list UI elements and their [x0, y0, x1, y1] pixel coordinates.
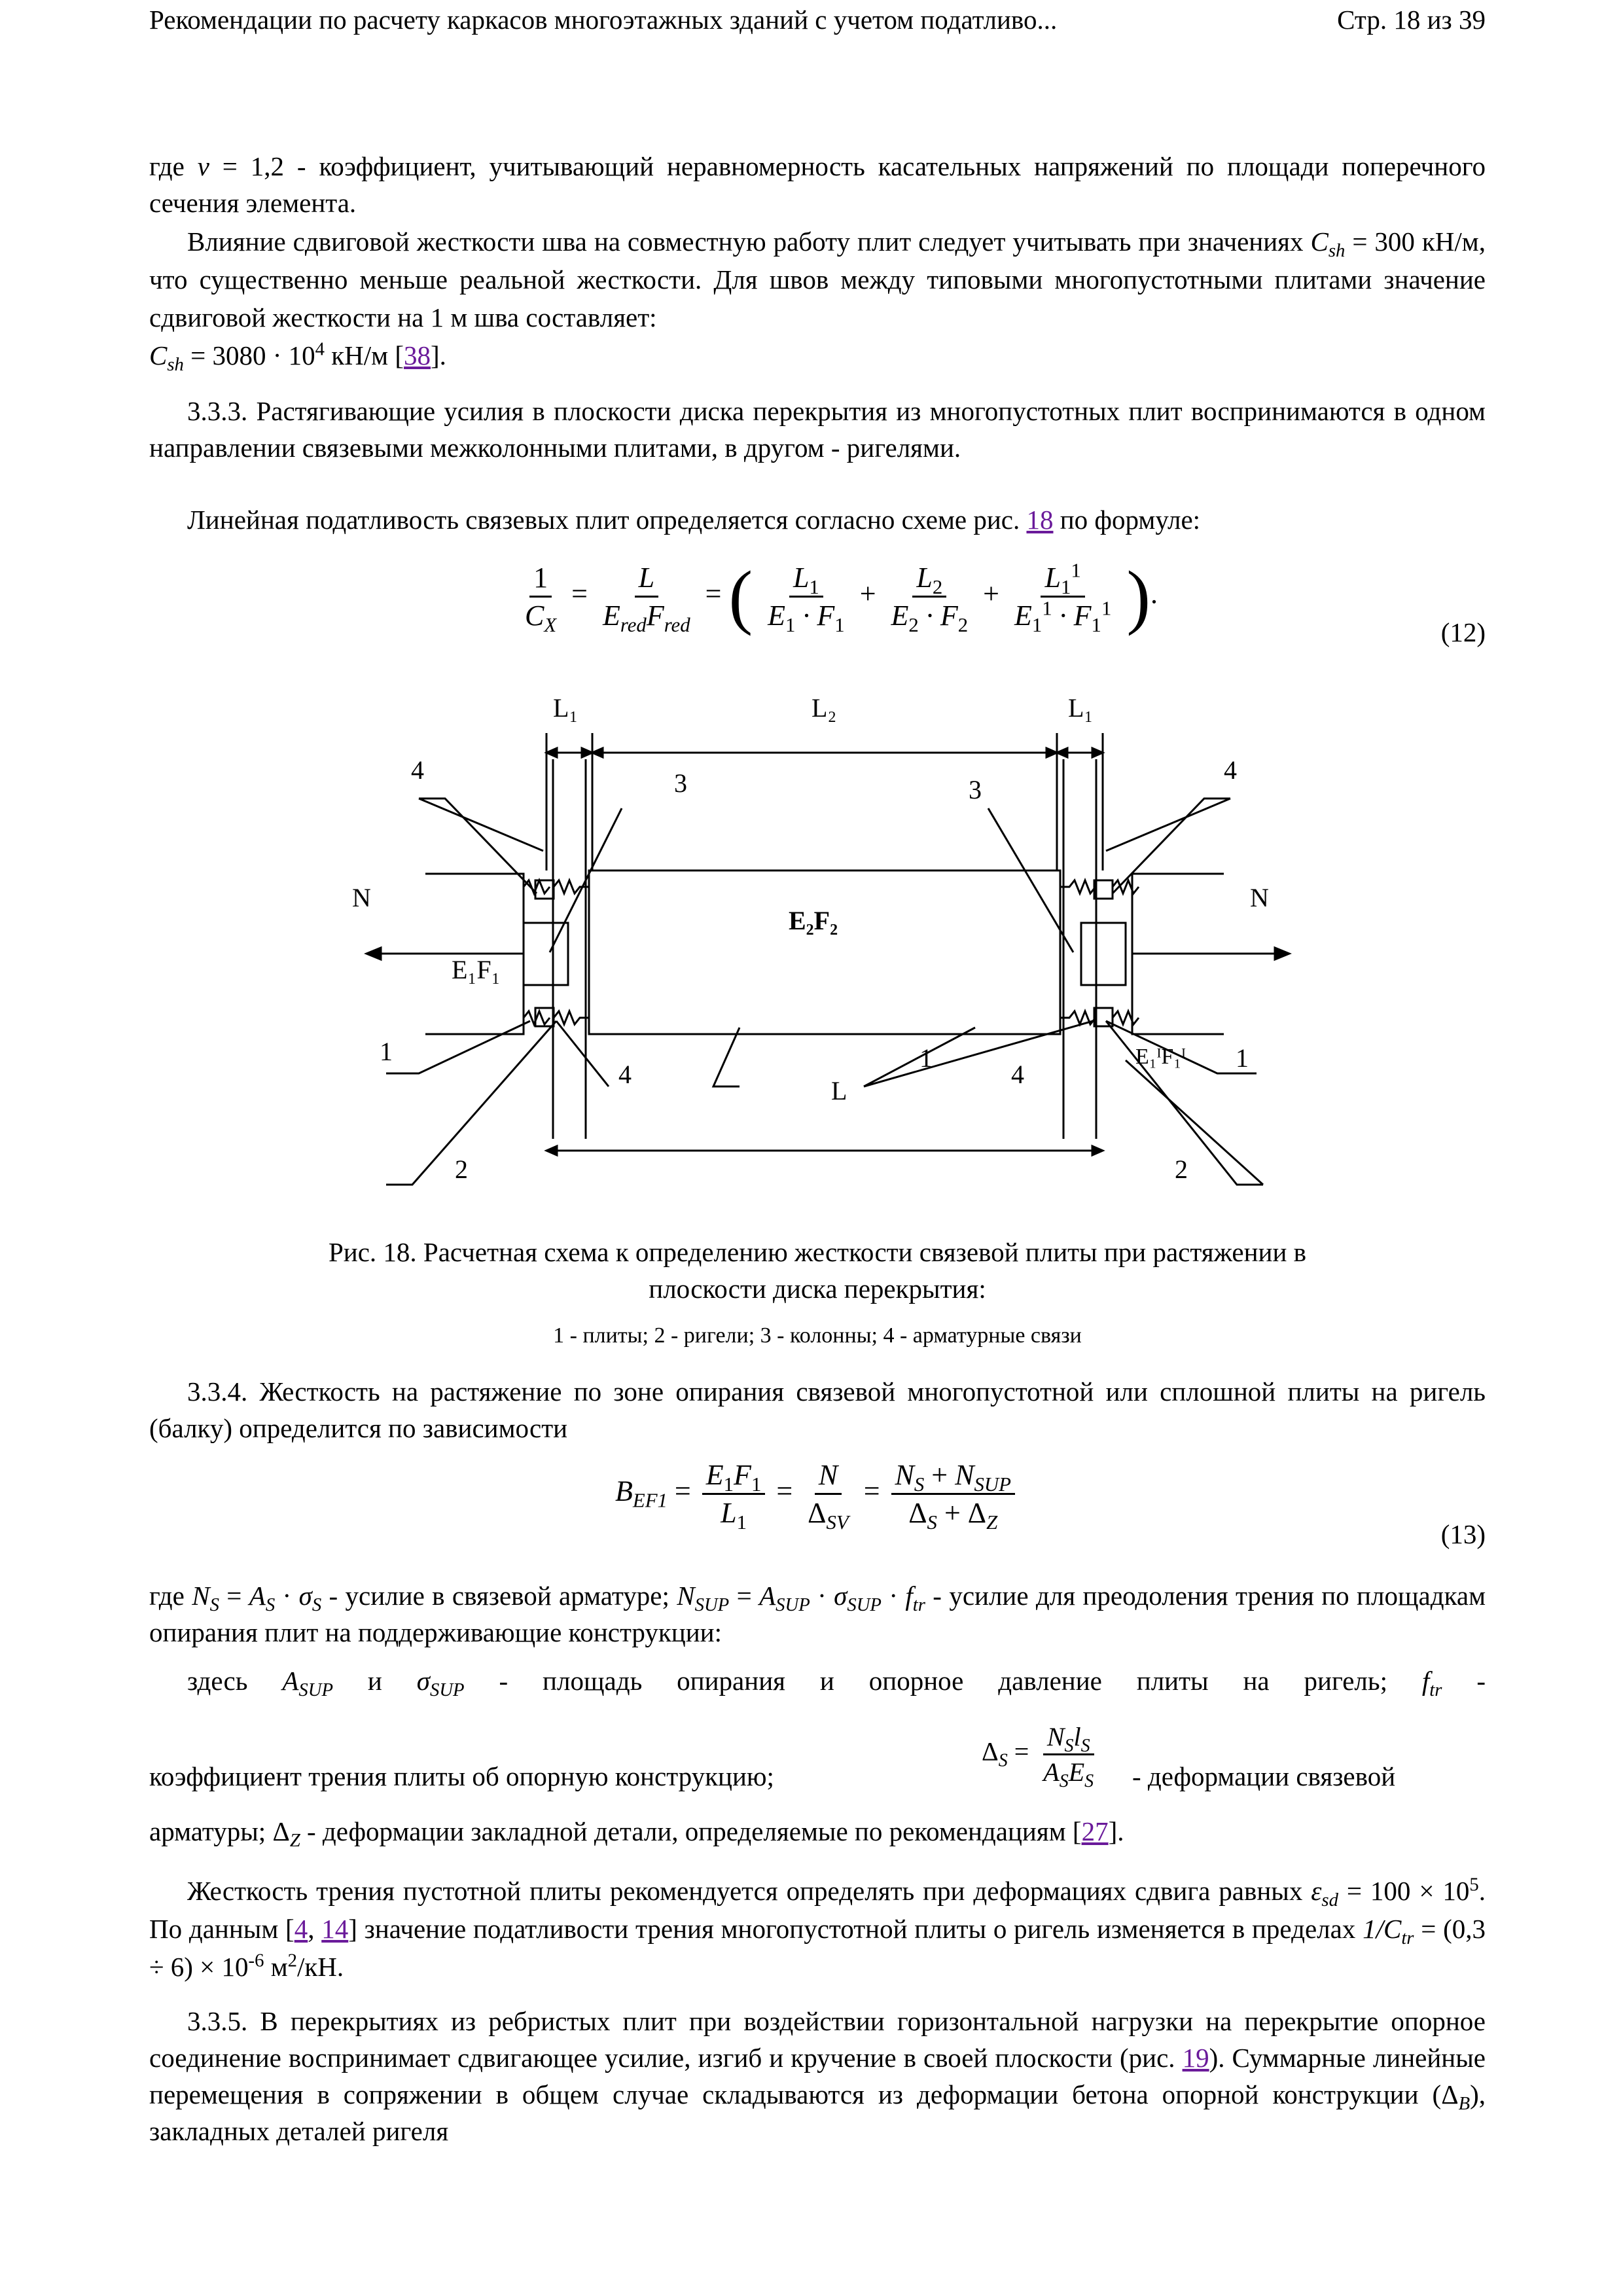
label-L2: L₂: [812, 693, 837, 723]
paragraph-5: 3.3.4. Жесткость на растяжение по зоне опирания связевой многопустотной или сплошной плиты на ригель (балку) определится по зависимости: [149, 1376, 1486, 1443]
slab-center: [589, 870, 1060, 1034]
label-L: L: [831, 1076, 847, 1105]
ref-fig-19-link[interactable]: 19: [1182, 2043, 1209, 2073]
label-4-bottom-right: 4: [1011, 1060, 1024, 1089]
label-2-left: 2: [455, 1155, 468, 1184]
paragraph-2: Влияние сдвиговой жесткости шва на совместную работу плит следует учитывать при значениях $C_{sh} = 300$ кН/м, что существенно меньше реальной жесткости. Для швов между типовыми многопустотными плитами значение сдвиговой жесткости на 1 м шва составляет: $C_{sh} = 3080 \cdot 10^4$ кН/м [38].: [149, 226, 1486, 376]
page-counter: Стр. 18 из 39: [1337, 5, 1486, 35]
beam-right: [1081, 923, 1126, 985]
page-header: [149, 0, 1486, 39]
ref-fig-18-link[interactable]: 18: [1026, 505, 1054, 535]
ref-27-link[interactable]: 27: [1081, 1816, 1109, 1846]
paragraph-6: где $N_S = A_S \cdot \sigma_S$ - усилие в связевой арматуре; $N_{SUP} = A_{SUP} \cdot \sigma_{SUP} \cdot f_{tr}$ - усилие для преодоления трения по площадкам опирания плит на поддерживающие конструкции:: [149, 1581, 1486, 1647]
paragraph-8-text: коэффициент трения плиты об опорную конструкцию;: [149, 1761, 774, 1791]
equation-13-number: (13): [1440, 1519, 1486, 1549]
label-3-right: 3: [969, 775, 982, 804]
label-1-left: 1: [380, 1037, 393, 1066]
ref-14-link[interactable]: 14: [321, 1914, 349, 1944]
paragraph-1: где v = 1,2 - коэффициент, учитывающий неравномерность касательных напряжений по площади поперечного сечения элемента.: [149, 151, 1486, 218]
ref-38-link[interactable]: 38: [404, 340, 431, 370]
paragraph-9: арматуры; $\Delta_Z$ - деформации закладной детали, определяемые по рекомендациям [27].: [149, 1816, 1124, 1852]
label-N-left: N: [352, 883, 371, 912]
label-E1F1: E₁F₁: [452, 955, 501, 984]
label-4-bottom-left: 4: [618, 1060, 632, 1089]
label-N-right: N: [1250, 883, 1269, 912]
label-2-right: 2: [1175, 1155, 1188, 1184]
paragraph-11: 3.3.5. В перекрытиях из ребристых плит при воздействии горизонтальной нагрузки на перекрытие опорное соединение воспринимает сдвигающее усилие, изгиб и кручение в своей плоскости (рис. 19). Суммарные линейные перемещения в сопряжении в общем случае складываются из деформации бетона опорной конструкции $(\Delta_B)$, закладных деталей ригеля: [149, 2006, 1486, 2146]
equation-12-number: (12): [1440, 617, 1486, 647]
label-1-right: 1: [1236, 1043, 1249, 1073]
ref-4-link[interactable]: 4: [294, 1914, 308, 1944]
paragraph-10: Жесткость трения пустотной плиты рекомендуется определять при деформациях сдвига равных $\varepsilon_{sd} = 100 \times 10^5$. По данным [4, 14] значение податливости трения многопустотной плиты о ригель изменяется в пределах $1/C_{tr} = (0,3 \div 6) \times 10^{-6}$ $м^2/кН$.: [149, 1874, 1486, 1982]
figure-18-diagram: [327, 681, 1348, 1230]
beam-left: [524, 923, 568, 985]
equation-13: $B_{EF1}$ = $\frac{E_1F_1}{L_1}$ = $\frac{N}{\Delta_{SV}}$ = $\frac{N_S + N_{SUP}}{\Delta_S + \Delta_Z}$: [615, 1458, 1019, 1530]
document-title: Рекомендации по расчету каркасов многоэтажных зданий с учетом податливо...: [149, 5, 1058, 35]
label-L1-left: L₁: [553, 693, 579, 723]
label-E2F2: E₂F₂: [789, 906, 838, 935]
label-4-top-left: 4: [411, 755, 424, 785]
paragraph-7: здесь $A_{SUP}$ и $\sigma_{SUP}$ - площадь опирания и опорное давление плиты на ригель; $f_{tr}$ -: [187, 1666, 1486, 1701]
label-1-center: 1: [919, 1043, 933, 1073]
equation-12: $\frac{1}{C_X}$ = $\frac{L}{E_{red}F_{red}}$ = ( $\frac{L_1}{E_1 \cdot F_1}$ + $\frac{L_2}{E_2 \cdot F_2}$ + $\frac{L_1^1}{E_1^1 \cdot F_1^1}$ ).: [525, 556, 1158, 636]
paragraph-4: Линейная податливость связевых плит определяется согласно схеме рис. 18 по формуле:: [187, 505, 1201, 535]
label-L1-right: L₁: [1068, 693, 1094, 723]
label-3-left: 3: [674, 768, 687, 798]
paragraph-3: 3.3.3. Растягивающие усилия в плоскости диска перекрытия из многопустотных плит воспринимаются в одном направлении связевыми межколонными плитами, в другом - ригелями.: [149, 396, 1486, 463]
paragraph-8-tail: - деформации связевой: [1132, 1761, 1396, 1791]
figure-legend: 1 - плиты; 2 - ригели; 3 - колонны; 4 - арматурные связи: [553, 1323, 1082, 1348]
figure-caption: Рис. 18. Расчетная схема к определению жесткости связевой плиты при растяжении в плоскости диска перекрытия:: [328, 1237, 1307, 1304]
formula-delta-s: $\Delta_S$ = $\frac{N_Sl_S}{A_SE_S}$: [982, 1722, 1094, 1791]
label-4-top-right: 4: [1224, 755, 1237, 785]
label-E1F1-right: E₁ᴵF₁ᴵ: [1135, 1045, 1186, 1069]
